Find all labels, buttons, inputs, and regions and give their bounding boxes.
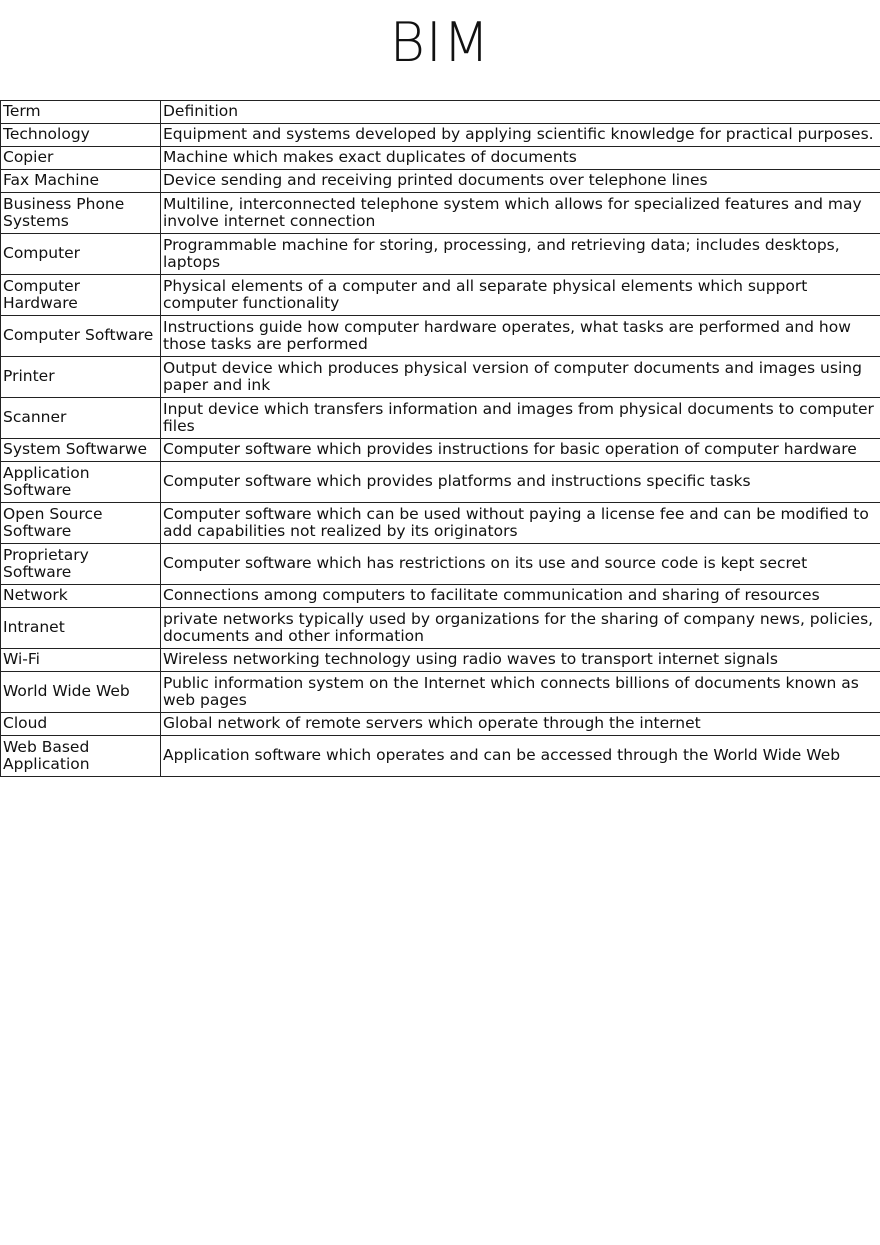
definition-cell: Wireless networking technology using radio waves to transport internet signals <box>161 649 880 672</box>
definition-cell: Computer software which provides instructions for basic operation of computer hardware <box>161 439 880 462</box>
table-row <box>1 608 880 649</box>
table-row <box>1 439 880 462</box>
glossary-table <box>0 100 880 777</box>
term-cell: World Wide Web <box>1 672 161 713</box>
table-row <box>1 357 880 398</box>
term-column-header: Term <box>1 101 161 124</box>
term-cell: Web Based Application <box>1 736 161 777</box>
term-cell: System Softwarwe <box>1 439 161 462</box>
definition-cell: Public information system on the Internet which connects billions of documents known as web pages <box>161 672 880 713</box>
table-row <box>1 503 880 544</box>
table-row <box>1 398 880 439</box>
definition-cell: Output device which produces physical version of computer documents and images using paper and ink <box>161 357 880 398</box>
definition-cell: Computer software which can be used without paying a license fee and can be modified to add capabilities not realized by its originators <box>161 503 880 544</box>
table-row <box>1 585 880 608</box>
definition-cell: Machine which makes exact duplicates of documents <box>161 147 880 170</box>
definition-cell: Application software which operates and can be accessed through the World Wide Web <box>161 736 880 777</box>
table-row <box>1 462 880 503</box>
table-row <box>1 713 880 736</box>
term-cell: Business Phone Systems <box>1 193 161 234</box>
term-cell: Computer <box>1 234 161 275</box>
term-cell: Computer Hardware <box>1 275 161 316</box>
definition-column-header: Definition <box>161 101 880 124</box>
table-row <box>1 170 880 193</box>
table-row <box>1 147 880 170</box>
table-row <box>1 736 880 777</box>
term-cell: Intranet <box>1 608 161 649</box>
term-cell: Proprietary Software <box>1 544 161 585</box>
term-cell: Open Source Software <box>1 503 161 544</box>
table-row <box>1 316 880 357</box>
table-row <box>1 124 880 147</box>
definition-cell: Connections among computers to facilitate communication and sharing of resources <box>161 585 880 608</box>
term-cell: Application Software <box>1 462 161 503</box>
definition-cell: private networks typically used by organizations for the sharing of company news, policies, documents and other information <box>161 608 880 649</box>
definition-cell: Physical elements of a computer and all separate physical elements which support computer functionality <box>161 275 880 316</box>
definition-cell: Equipment and systems developed by applying scientific knowledge for practical purposes. <box>161 124 880 147</box>
page-title: BIM <box>389 11 491 74</box>
definition-cell: Instructions guide how computer hardware operates, what tasks are performed and how those tasks are performed <box>161 316 880 357</box>
term-cell: Wi-Fi <box>1 649 161 672</box>
term-cell: Network <box>1 585 161 608</box>
term-cell: Technology <box>1 124 161 147</box>
term-cell: Computer Software <box>1 316 161 357</box>
term-cell: Scanner <box>1 398 161 439</box>
table-header-row <box>1 101 880 124</box>
definition-cell: Computer software which has restrictions on its use and source code is kept secret <box>161 544 880 585</box>
table-row <box>1 544 880 585</box>
table-row <box>1 275 880 316</box>
table-row <box>1 649 880 672</box>
definition-cell: Programmable machine for storing, processing, and retrieving data; includes desktops, laptops <box>161 234 880 275</box>
definition-cell: Global network of remote servers which operate through the internet <box>161 713 880 736</box>
table-row <box>1 672 880 713</box>
term-cell: Cloud <box>1 713 161 736</box>
definition-cell: Computer software which provides platforms and instructions specific tasks <box>161 462 880 503</box>
definition-cell: Device sending and receiving printed documents over telephone lines <box>161 170 880 193</box>
term-cell: Copier <box>1 147 161 170</box>
table-row <box>1 193 880 234</box>
definition-cell: Input device which transfers information and images from physical documents to computer files <box>161 398 880 439</box>
table-row <box>1 234 880 275</box>
definition-cell: Multiline, interconnected telephone system which allows for specialized features and may involve internet connection <box>161 193 880 234</box>
term-cell: Fax Machine <box>1 170 161 193</box>
term-cell: Printer <box>1 357 161 398</box>
